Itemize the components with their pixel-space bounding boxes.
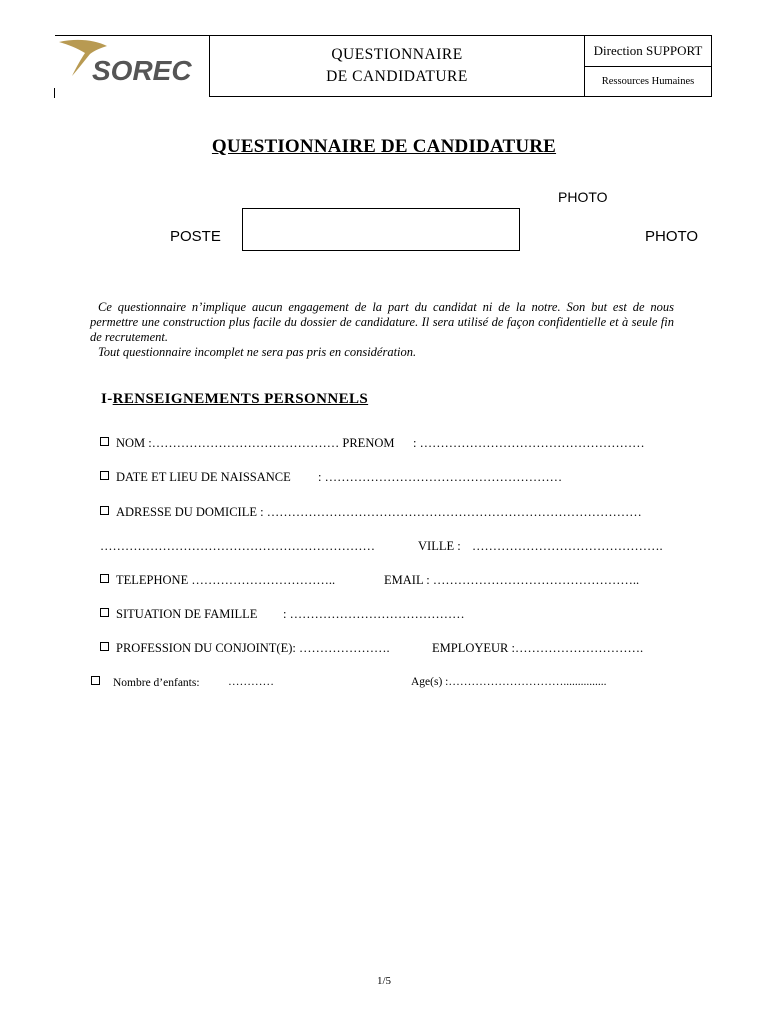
document-header — [55, 35, 712, 97]
poste-label: POSTE — [170, 228, 221, 245]
photo-label-right: PHOTO — [645, 228, 699, 245]
header-department: Ressources Humaines — [585, 66, 712, 97]
checkbox-profession[interactable] — [100, 642, 109, 651]
ville-label: VILLE : — [418, 539, 461, 553]
checkbox-naissance[interactable] — [100, 471, 109, 480]
intro-text-1: Ce questionnaire n’implique aucun engagement de la part du candidat ni de la notre. Son but est de nous permettre une construction plus facile du dossier de candidature. Il sera utilisé de façon confidentielle et à seule fin de recrutement. — [90, 300, 674, 344]
checkbox-telephone[interactable] — [100, 574, 109, 583]
header-title-line2: DE CANDIDATURE — [326, 68, 468, 85]
profession-label: PROFESSION DU CONJOINT(E): …………………. — [116, 641, 390, 655]
checkbox-enfants[interactable] — [91, 676, 100, 685]
section-prefix: I- — [101, 391, 113, 407]
ages-field[interactable]: Age(s) :…………………………............... — [411, 676, 607, 688]
checkbox-nom[interactable] — [100, 437, 109, 446]
header-title — [210, 36, 585, 97]
adresse-label: ADRESSE DU DOMICILE : ……………………………………………………………………………… — [116, 505, 642, 519]
naissance-label: DATE ET LIEU DE NAISSANCE — [116, 470, 291, 484]
nom-field[interactable] — [100, 436, 395, 451]
email-field[interactable]: EMAIL : ………………………………………….. — [384, 573, 640, 587]
logo-text: SOREC — [92, 55, 192, 86]
intro-paragraph — [90, 300, 674, 360]
header-title-line1: QUESTIONNAIRE — [331, 46, 463, 63]
sorec-logo — [57, 38, 207, 88]
enfants-label: Nombre d’enfants: — [113, 677, 200, 689]
situation-field[interactable] — [100, 607, 257, 622]
page-number: 1/5 — [376, 975, 392, 987]
situation-dots[interactable]: : …………………………………… — [283, 607, 465, 621]
checkbox-situation[interactable] — [100, 608, 109, 617]
intro-text-2: Tout questionnaire incomplet ne sera pas pris en considération. — [98, 345, 417, 359]
telephone-label: TELEPHONE …………………………….. — [116, 573, 336, 587]
poste-input-box[interactable] — [242, 208, 520, 251]
nom-label: NOM :……………………………………… PRENOM — [116, 436, 395, 450]
main-title: QUESTIONNAIRE DE CANDIDATURE — [211, 136, 557, 157]
ville-dots[interactable]: ………………………………………. — [472, 539, 663, 553]
enfants-dots[interactable]: ………… — [228, 676, 274, 688]
employeur-field[interactable]: EMPLOYEUR :…………………………. — [432, 641, 644, 655]
profession-field[interactable] — [100, 641, 390, 656]
prenom-dots[interactable]: : ……………………………………………… — [413, 436, 645, 450]
checkbox-adresse[interactable] — [100, 506, 109, 515]
situation-label: SITUATION DE FAMILLE — [116, 607, 258, 621]
adresse-dots-line2[interactable]: ………………………………………………………… — [100, 539, 375, 553]
naissance-field[interactable] — [100, 470, 291, 485]
telephone-field[interactable] — [100, 573, 335, 588]
logo-cell — [55, 36, 210, 97]
naissance-dots[interactable]: : ………………………………………………… — [318, 470, 563, 484]
header-direction: Direction SUPPORT — [585, 36, 712, 67]
section-title: RENSEIGNEMENTS PERSONNELS — [112, 391, 369, 407]
enfants-field[interactable] — [91, 676, 200, 689]
photo-label-top: PHOTO — [558, 189, 608, 205]
section-heading — [101, 391, 368, 408]
logo-tick — [54, 88, 55, 98]
adresse-field[interactable] — [100, 505, 642, 520]
